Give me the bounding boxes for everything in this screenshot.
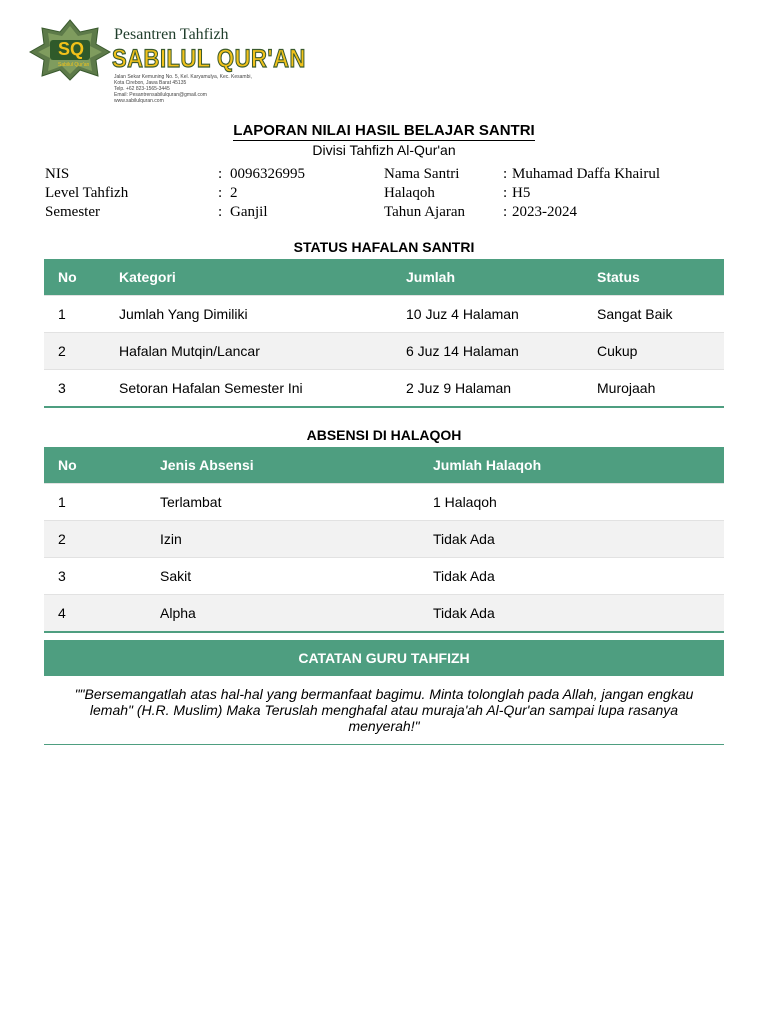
table-cell: 2 [44, 521, 146, 558]
table-row [44, 484, 724, 521]
catatan-heading: CATATAN GURU TAHFIZH [44, 640, 724, 676]
halaqoh-value: H5 [512, 185, 531, 201]
colon: : [218, 185, 223, 201]
level-label: Level Tahfizh [45, 185, 129, 201]
hafalan-heading: STATUS HAFALAN SANTRI [293, 239, 475, 255]
semester-label: Semester [45, 204, 100, 220]
table-row [44, 370, 724, 408]
table-cell: 2 [44, 333, 105, 370]
nama-label: Nama Santri [384, 166, 460, 182]
report-title: LAPORAN NILAI HASIL BELAJAR SANTRI [233, 122, 535, 139]
colon: : [218, 166, 223, 182]
report-subtitle: Divisi Tahfizh Al-Qur'an [312, 142, 456, 158]
tahun-label: Tahun Ajaran [384, 204, 466, 220]
table-cell: Tidak Ada [419, 521, 724, 558]
school-logo [28, 18, 306, 108]
emblem-text: SQ [58, 39, 85, 59]
absensi-heading: ABSENSI DI HALAQOH [306, 427, 462, 443]
colon: : [218, 204, 223, 220]
table-row [44, 333, 724, 370]
nama-value: Muhamad Daffa Khairul [512, 166, 661, 182]
table-row [44, 296, 724, 333]
address-line: Kota Cirebon, Jawa Barat 45135 [114, 80, 187, 86]
tahun-value: 2023-2024 [512, 204, 577, 220]
table-cell: 3 [44, 370, 105, 408]
table-cell: Terlambat [146, 484, 419, 521]
table-row [44, 558, 724, 595]
table-cell: Tidak Ada [419, 595, 724, 633]
nis-label: NIS [45, 166, 70, 182]
email-line: Email: Pesantrensabilulquran@gmail.com [114, 92, 207, 98]
table-cell: 1 [44, 296, 105, 333]
table-cell: Izin [146, 521, 419, 558]
level-value: 2 [230, 185, 238, 201]
column-header: Jenis Absensi [146, 447, 419, 484]
brand-line-2: SABILUL QUR'AN [112, 44, 306, 73]
halaqoh-label: Halaqoh [384, 185, 435, 201]
colon: : [503, 185, 508, 201]
table-cell: 1 [44, 484, 146, 521]
table-cell: 2 Juz 9 Halaman [392, 370, 583, 408]
table-cell: 6 Juz 14 Halaman [392, 333, 583, 370]
table-header-row [44, 447, 724, 484]
table-row [44, 595, 724, 633]
colon: : [503, 204, 508, 220]
semester-value: Ganjil [230, 204, 268, 220]
table-cell: Tidak Ada [419, 558, 724, 595]
brand-line-1: Pesantren Tahfizh [114, 26, 229, 43]
table-header-row [44, 259, 724, 296]
table-cell: Hafalan Mutqin/Lancar [105, 333, 392, 370]
column-header: Jumlah Halaqoh [419, 447, 724, 484]
catatan-text: ""Bersemangatlah atas hal-hal yang bermanfaat bagimu. Minta tolonglah pada Allah, jangan engkau lemah" (H.R. Muslim) Maka Teruslah menghafal atau muraja'ah Al-Qur'an sampai lupa rasanya menyerah!" [74, 686, 694, 734]
column-header: Jumlah [392, 259, 583, 296]
column-header: Status [583, 259, 724, 296]
nis-value: 0096326995 [230, 166, 305, 182]
table-cell: Sakit [146, 558, 419, 595]
address-line: Jalan Sekar Kemuning No. 5, Kel. Karyamulya, Kec. Kesambi, [114, 74, 252, 80]
column-header: Kategori [105, 259, 392, 296]
divider [44, 744, 724, 745]
table-row [44, 521, 724, 558]
table-cell: Alpha [146, 595, 419, 633]
table-cell: 1 Halaqoh [419, 484, 724, 521]
table-cell: Cukup [583, 333, 724, 370]
phone-line: Telp. +62 823-1565-3445 [114, 86, 170, 92]
table-cell: Murojaah [583, 370, 724, 408]
website-line: www.sabilulquran.com [114, 98, 164, 104]
table-cell: Sangat Baik [583, 296, 724, 333]
column-header: No [44, 447, 146, 484]
table-cell: 3 [44, 558, 146, 595]
hafalan-table [44, 259, 724, 408]
absensi-table [44, 447, 724, 633]
table-cell: Setoran Hafalan Semester Ini [105, 370, 392, 408]
emblem-subtext: Sabilul Qur'an [58, 62, 90, 68]
table-cell: 10 Juz 4 Halaman [392, 296, 583, 333]
column-header: No [44, 259, 105, 296]
table-cell: Jumlah Yang Dimiliki [105, 296, 392, 333]
colon: : [503, 166, 508, 182]
table-cell: 4 [44, 595, 146, 633]
